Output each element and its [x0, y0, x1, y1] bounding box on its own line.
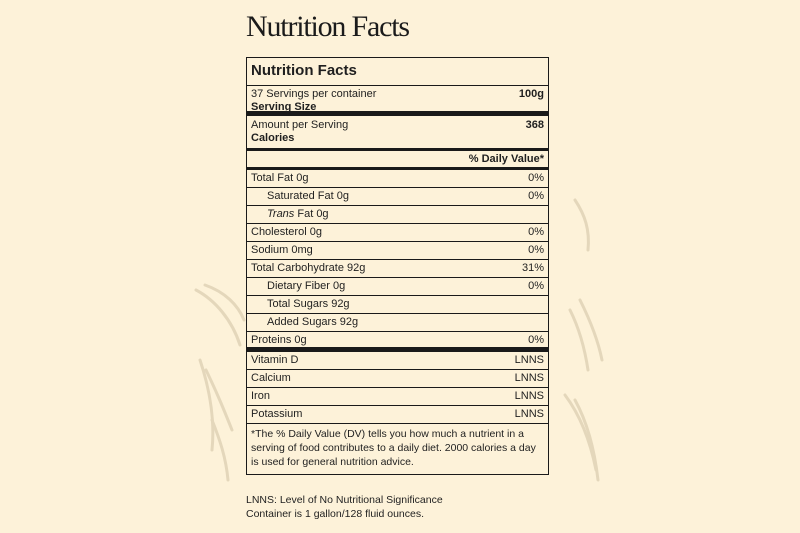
nutrient-label: Total Sugars 92g [267, 298, 350, 310]
nutrient-row [247, 296, 548, 314]
leaf-sketch-icon [196, 285, 244, 480]
nutrient-row [247, 314, 548, 332]
nutrient-row [247, 260, 548, 278]
vitamin-value: LNNS [514, 354, 544, 366]
nutrient-row [247, 188, 548, 206]
calories-value: 368 [525, 119, 544, 131]
container-note: Container is 1 gallon/128 fluid ounces. [246, 508, 425, 520]
vitamin-value: LNNS [514, 408, 544, 420]
nutrient-value: 0% [528, 226, 544, 238]
nutrient-row [247, 332, 548, 352]
footer-notes [246, 493, 443, 521]
nutrient-row [247, 278, 548, 296]
page-title: Nutrition Facts [246, 10, 409, 43]
vitamin-label: Iron [251, 390, 270, 402]
servings-block [247, 86, 548, 116]
nutrient-row [247, 242, 548, 260]
vitamin-row [247, 406, 548, 424]
nutrient-label: Cholesterol 0g [251, 226, 322, 238]
serving-size-value: 100g [518, 88, 544, 100]
nutrition-facts-panel [246, 57, 549, 475]
nutrient-row [247, 170, 548, 188]
nutrient-label: Total Carbohydrate 92g [251, 262, 366, 274]
nutrient-value: 0% [528, 334, 544, 346]
nutrient-label: Sodium 0mg [251, 244, 313, 256]
servings-per-container: 37 Servings per container [251, 88, 377, 100]
daily-value-footnote: *The % Daily Value (DV) tells you how much a nutrient in a serving of food contributes to a daily diet. 2000 calories a day is used for general nutrition advice. [251, 428, 536, 468]
lnns-note: LNNS: Level of No Nutritional Significance [246, 494, 443, 506]
nutrient-label: Added Sugars 92g [267, 316, 359, 328]
vitamin-value: LNNS [514, 390, 544, 402]
nutrient-label: Proteins 0g [251, 334, 307, 346]
nutrient-row [247, 206, 548, 224]
panel-title: Nutrition Facts [247, 58, 548, 86]
nutrient-label: Dietary Fiber 0g [267, 280, 346, 292]
vitamin-row [247, 388, 548, 406]
vitamin-label: Calcium [251, 372, 291, 384]
amount-per-serving: Amount per Serving [251, 119, 349, 131]
calories-label: Calories [251, 132, 295, 144]
nutrient-label [251, 208, 329, 221]
nutrient-value: 0% [528, 172, 544, 184]
nutrient-value: 0% [528, 190, 544, 202]
nutrient-label: Total Fat 0g [251, 172, 309, 184]
trans-italic: Trans [267, 208, 295, 220]
daily-value-header: % Daily Value* [247, 151, 548, 170]
vitamin-label: Vitamin D [251, 354, 299, 366]
calories-block [247, 116, 548, 151]
nutrient-value: 0% [528, 280, 544, 292]
vitamin-row [247, 370, 548, 388]
trans-fat-label: Fat 0g [294, 208, 329, 220]
vitamin-row [247, 352, 548, 370]
vitamin-label: Potassium [251, 408, 303, 420]
vitamin-value: LNNS [514, 372, 544, 384]
nutrient-value: 31% [521, 262, 544, 274]
nutrient-row [247, 224, 548, 242]
leaf-sketch-icon [565, 200, 602, 480]
nutrient-label: Saturated Fat 0g [267, 190, 349, 202]
serving-size-label: Serving Size [251, 101, 317, 113]
nutrient-value: 0% [528, 244, 544, 256]
